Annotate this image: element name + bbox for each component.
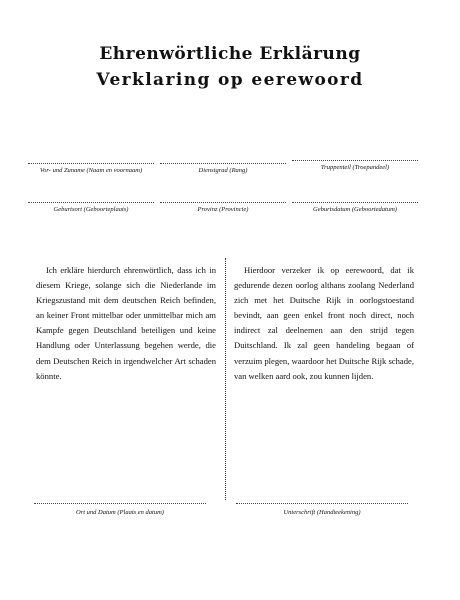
birthdate-field-line bbox=[292, 202, 418, 203]
declaration-german bbox=[36, 263, 216, 384]
province-field[interactable] bbox=[160, 202, 286, 213]
birthplace-field-label: Geburtsort (Geboorteplaats) bbox=[53, 206, 129, 213]
place-date-line bbox=[34, 503, 206, 504]
title-dutch: Verklaring op eerewoord bbox=[96, 70, 364, 90]
birthplace-field-line bbox=[28, 202, 154, 203]
birthplace-field[interactable] bbox=[28, 202, 154, 213]
declaration-german-text: Ich erkläre hierdurch ehrenwörtlich, dass ich in diesem Kriege, solange sich die Niederlande im Kriegszustand mit dem deutschen Reich befinden, an keiner Front mittelbar oder unmittelbar mich am Kampfe gegen Deutschland beteiligen und keine Handlung oder Unterlassung begehen werde, die dem Deutschen Reich in irgendwelcher Art schaden könnte. bbox=[36, 265, 216, 381]
name-field-label: Vor- und Zuname (Naam en voornaam) bbox=[39, 167, 143, 174]
title-german: Ehrenwörtliche Erklärung bbox=[99, 44, 361, 64]
unit-field-line bbox=[292, 160, 418, 161]
rank-field[interactable] bbox=[160, 163, 286, 174]
birthdate-field[interactable] bbox=[292, 202, 418, 213]
name-field[interactable] bbox=[28, 163, 154, 174]
column-divider bbox=[225, 258, 226, 500]
province-field-line bbox=[160, 202, 286, 203]
rank-field-line bbox=[160, 163, 286, 164]
name-field-line bbox=[28, 163, 154, 164]
declaration-dutch-text: Hierdoor verzeker ik op eerewoord, dat ik gedurende dezen oorlog althans zoolang Nederland zich met het Duitsche Rijk in oorlogstoestand bevindt, aan geen enkel front noch direct, noch indirect zal deelnemen aan den strijd tegen Duitschland. Ik zal geen handeling begaan of verzuim plegen, waardoor het Duitsche Rijk schade, van welken aard ook, zou kunnen lijden. bbox=[234, 265, 414, 381]
signature-line bbox=[236, 503, 408, 504]
rank-field-label: Dienstgrad (Rang) bbox=[198, 167, 248, 174]
place-date-label: Ort und Datum (Plaats en datum) bbox=[76, 509, 164, 516]
place-date-field[interactable] bbox=[34, 503, 206, 516]
signature-field[interactable] bbox=[236, 503, 408, 516]
birthdate-field-label: Geburtsdatum (Geboortedatum) bbox=[313, 206, 397, 213]
province-field-label: Provinz (Provincie) bbox=[197, 206, 249, 213]
unit-field-label: Truppenteil (Troepandeel) bbox=[320, 164, 390, 171]
signature-label: Unterschrift (Handteekening) bbox=[283, 509, 361, 516]
declaration-dutch bbox=[234, 263, 414, 384]
unit-field[interactable] bbox=[292, 160, 418, 171]
